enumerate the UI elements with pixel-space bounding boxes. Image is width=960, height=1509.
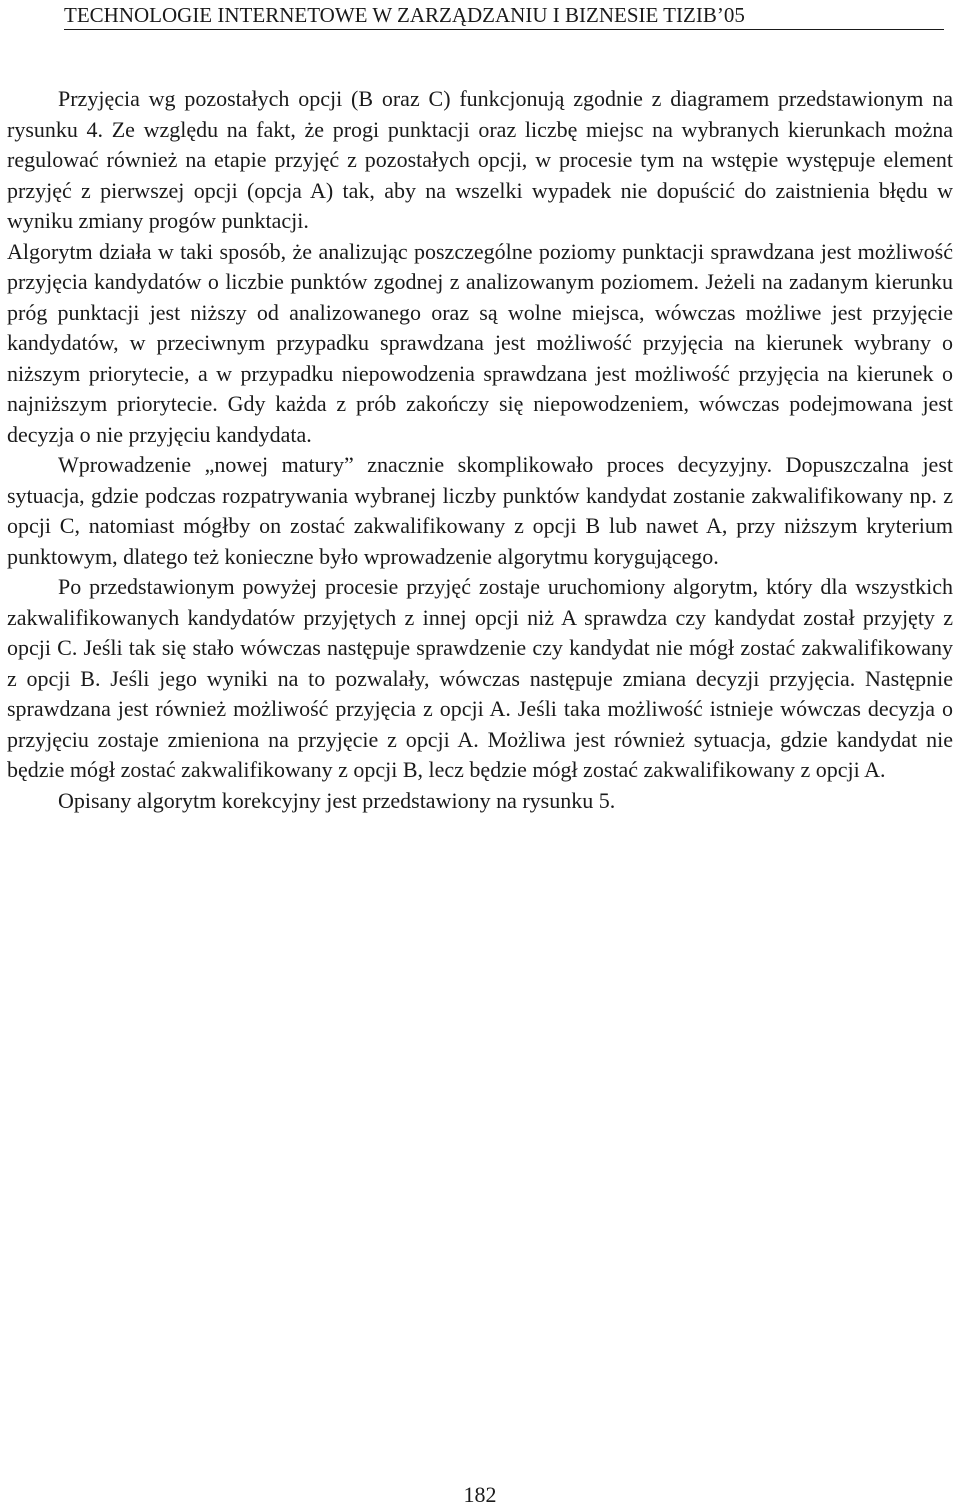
paragraph-5: Opisany algorytm korekcyjny jest przedstawiony na rysunku 5. — [58, 787, 616, 813]
paragraph-3: Wprowadzenie „nowej matury” znacznie skomplikowało proces decyzyjny. Dopuszczalna jest sytuacja, gdzie podczas rozpatrywania wybranej liczby punktów kandydat zostanie zakwalifikowany np. z opcji C, natomiast mógłby on zostać zakwalifikowany z opcji B lub nawet A, przy niższym kryterium punktowym, dlatego też konieczne było wprowadzenie algorytmu korygującego. — [7, 452, 953, 569]
page-number: 182 — [463, 1482, 497, 1507]
body-text — [7, 84, 953, 816]
paragraph-1: Przyjęcia wg pozostałych opcji (B oraz C) funkcjonują zgodnie z diagramem przedstawionym na rysunku 4. Ze względu na fakt, że progi punktacji oraz liczbę miejsc na wybranych kierunkach można regulować również na etapie przyjęć z pozostałych opcji, w procesie tym na wstępie występuje element przyjęć z pierwszej opcji (opcja A) tak, aby na wszelki wypadek nie dopuścić do zaistnienia błędu w wyniku zmiany progów punktacji. — [7, 86, 953, 233]
running-header: TECHNOLOGIE INTERNETOWE W ZARZĄDZANIU I BIZNESIE TIZIB’05 — [64, 2, 944, 30]
paragraph-4: Po przedstawionym powyżej procesie przyjęć zostaje uruchomiony algorytm, który dla wszystkich zakwalifikowanych kandydatów przyjętych z innej opcji niż A sprawdza czy kandydat został przyjęty z opcji C. Jeśli tak się stało wówczas następuje sprawdzenie czy kandydat nie mógł zostać zakwalifikowany z opcji B. Jeśli jego wyniki na to pozwalały, wówczas następuje zmiana decyzji przyjęcia. Następnie sprawdzana jest również możliwość przyjęcia z opcji A. Jeśli taka możliwość istnieje wówczas decyzja o przyjęciu zostaje zmieniona na przyjęcie z opcji A. Możliwa jest również sytuacja, gdzie kandydat nie będzie mógł zostać zakwalifikowany z opcji B, lecz będzie mógł zostać zakwalifikowany z opcji A. — [7, 574, 953, 782]
paragraph-2: Algorytm działa w taki sposób, że analizując poszczególne poziomy punktacji sprawdzana jest możliwość przyjęcia kandydatów o liczbie punktów zgodnej z analizowanym poziomem. Jeżeli na zadanym kierunku próg punktacji jest niższy od analizowanego oraz są wolne miejsca, wówczas możliwe jest przyjęcie kandydatów, w przeciwnym przypadku sprawdzana jest możliwość przyjęcia na kierunek wybrany o niższym priorytecie, a w przypadku niepowodzenia sprawdzana jest możliwość przyjęcia na kierunek o najniższym priorytecie. Gdy każda z prób zakończy się niepowodzeniem, wówczas podejmowana jest decyzja o nie przyjęciu kandydata. — [7, 238, 953, 447]
